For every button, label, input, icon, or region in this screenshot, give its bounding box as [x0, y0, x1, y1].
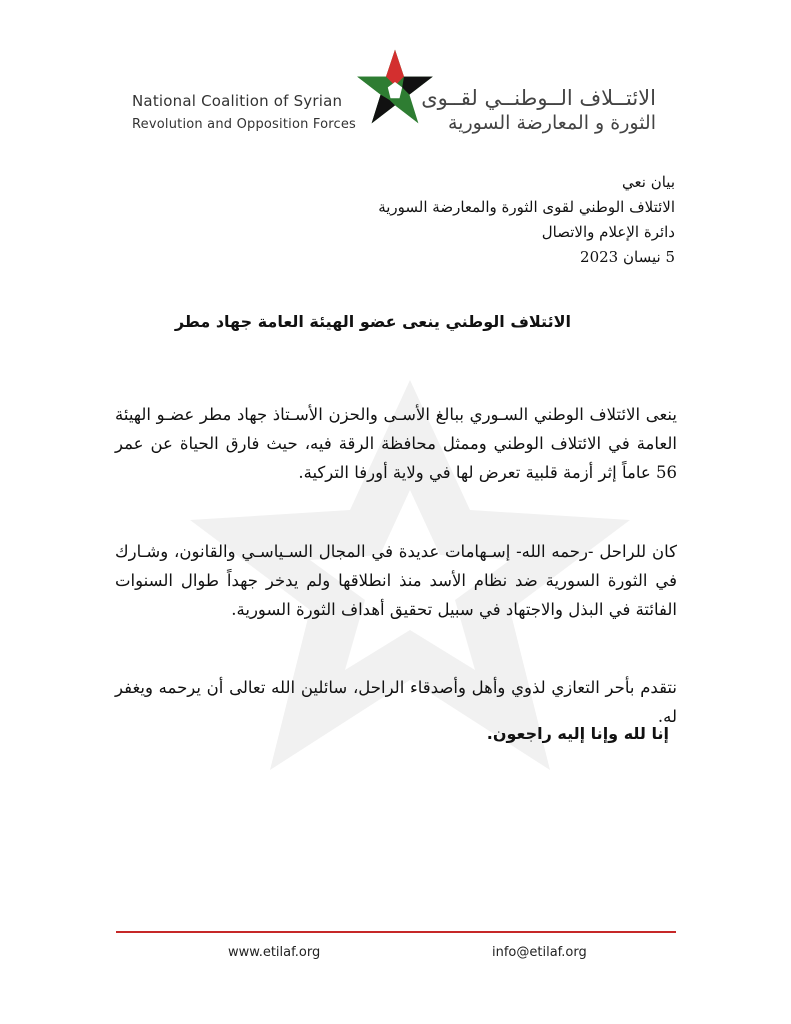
org-name-ar-line2: الثورة و المعارضة السورية [447, 112, 656, 134]
footer-email-link[interactable]: info@etilaf.org [492, 945, 587, 960]
paragraph-condolences: نتقدم بأحر التعازي لذوي وأهل وأصدقاء الراحل، سائلين الله تعالى أن يرحمه ويغفر له. [115, 678, 677, 726]
statement-department: دائرة الإعلام والاتصال [541, 223, 675, 241]
org-name-arabic [421, 86, 656, 134]
closing-verse: إنا لله وإنا إليه راجعون. [486, 724, 669, 743]
paragraph-contributions: كان للراحل -رحمه الله- إسـهامات عديدة في المجال السـياسـي والقانون، وشـارك في الثورة السورية ضد نظام الأسد منذ انطلاقها ولم يدخر جهداً طوال السنوات الفائتة في البذل والاجتهاد في سبيل تحقيق أهداف الثورة السورية. [115, 542, 677, 619]
footer-divider [116, 931, 676, 933]
statement-title: الائتلاف الوطني ينعى عضو الهيئة العامة جهاد مطر [174, 312, 571, 331]
org-name-english [132, 92, 356, 132]
statement-date: 5 نيسان 2023 [580, 248, 675, 266]
org-name-en-line2: Revolution and Opposition Forces [132, 117, 357, 132]
org-name-en-line1: National Coalition of Syrian [132, 92, 343, 110]
paragraph-announcement: ينعى الائتلاف الوطني السـوري ببالغ الأسـى والحزن الأسـتاذ جهاد مطر عضـو الهيئة العامة في الائتلاف الوطني وممثل محافظة الرقة فيه، حيث فارق الحياة عن عمر 56 عاماً إثر أزمة قلبية تعرض لها في ولاية أورفا التركية. [115, 405, 677, 482]
statement-issuer: الائتلاف الوطني لقوى الثورة والمعارضة السورية [378, 198, 675, 216]
statement-meta [378, 170, 675, 270]
org-name-ar-line1: الائتــلاف الــوطنــي لقــوى [421, 86, 656, 110]
footer-website-link[interactable]: www.etilaf.org [228, 945, 321, 960]
statement-type: بيان نعي [622, 173, 675, 191]
